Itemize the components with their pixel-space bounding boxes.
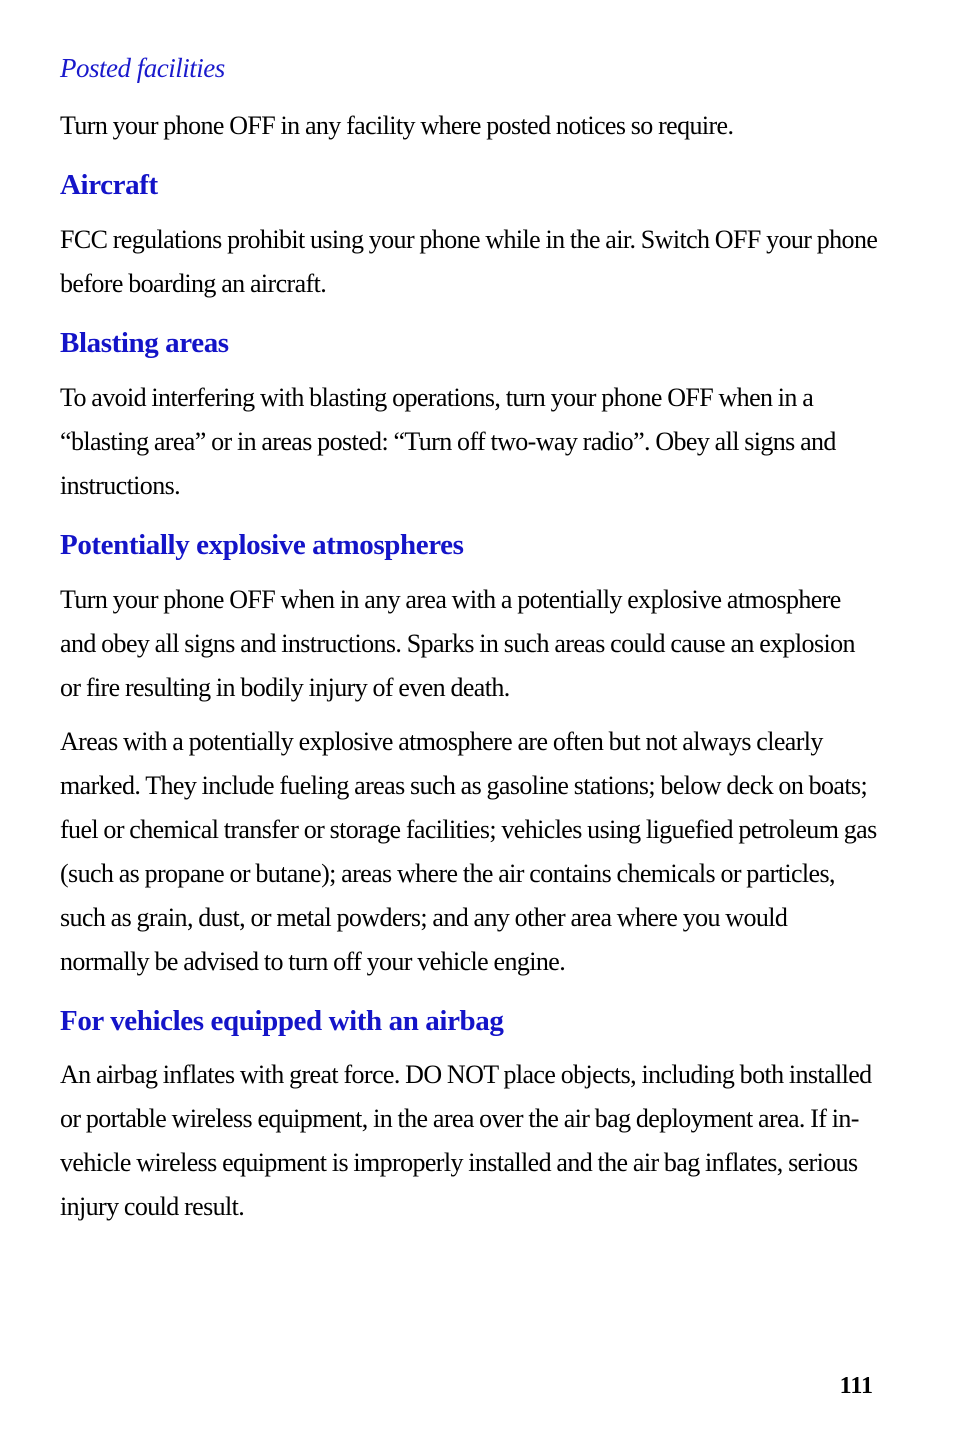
airbag-text: An airbag inflates with great force. DO NOT place objects, including both installed or portable wireless equipment, in the area over the air bag deployment area. If in-vehicle wireless equipment is improperly installed and the air bag inflates, serious injury could result. — [60, 1060, 872, 1221]
aircraft-text: FCC regulations prohibit using your phone while in the air. Switch OFF your phone before boarding an aircraft. — [60, 225, 878, 298]
blasting-areas-heading: Blasting areas — [60, 327, 229, 359]
explosive-atmospheres-heading: Potentially explosive atmospheres — [60, 529, 464, 561]
page-number: 111 — [839, 1373, 873, 1399]
aircraft-heading: Aircraft — [60, 169, 158, 201]
blasting-areas-text: To avoid interfering with blasting operations, turn your phone OFF when in a “blasting area” or in areas posted: “Turn off two-way radio”. Obey all signs and instructions. — [60, 383, 836, 500]
airbag-heading: For vehicles equipped with an airbag — [60, 1005, 504, 1037]
explosive-atmospheres-text-1: Turn your phone OFF when in any area with a potentially explosive atmosphere and obey all signs and instructions. Sparks in such areas could cause an explosion or fire resulting in bodily injury of even death. — [60, 585, 855, 702]
posted-facilities-heading: Posted facilities — [60, 53, 225, 83]
explosive-atmospheres-text-2: Areas with a potentially explosive atmosphere are often but not always clearly marked. They include fueling areas such as gasoline stations; below deck on boats; fuel or chemical transfer or storage facilities; vehicles using liguefied petroleum gas (such as propane or butane); areas where the air contains chemicals or particles, such as grain, dust, or metal powders; and any other area where you would normally be advised to turn off your vehicle engine. — [60, 727, 877, 976]
posted-facilities-text: Turn your phone OFF in any facility where posted notices so require. — [60, 111, 734, 140]
